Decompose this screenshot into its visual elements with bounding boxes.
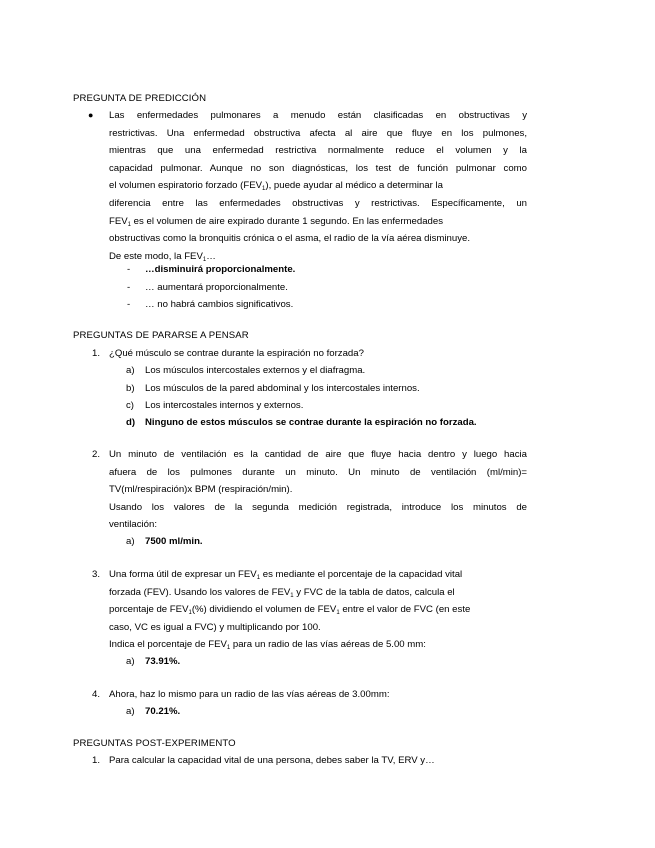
- dash-marker: -: [127, 282, 131, 293]
- intro-line-8: obstructivas como la bronquitis crónica o el asma, el radio de la vía aérea disminuye.: [109, 233, 471, 245]
- post-heading: PREGUNTAS POST-EXPERIMENTO: [73, 738, 236, 749]
- bullet-marker: ●: [88, 110, 94, 120]
- question-2-text: [109, 446, 527, 534]
- question-4-text: Ahora, haz lo mismo para un radio de las vías aéreas de 3.00mm:: [109, 689, 390, 700]
- prediction-option-1: …disminuirá proporcionalmente.: [145, 264, 296, 275]
- q2-line-1: Un minuto de ventilación es la cantidad de aire que fluye hacia dentro y luego hacia: [109, 449, 527, 460]
- q2-line-2: afuera de los pulmones durante un minuto. Un minuto de ventilación (ml/min)=: [109, 466, 527, 478]
- option-label: a): [126, 365, 135, 376]
- question-number: 2.: [92, 449, 101, 460]
- q4-answer: 70.21%.: [145, 706, 181, 717]
- intro-line-5: el volumen espiratorio forzado $(FEV_1)$, puede ayudar al médico a determinar la: [109, 180, 443, 193]
- question-number: 1.: [92, 348, 101, 359]
- q2-line-4: Usando los valores de la segunda medición registrada, introduce los minutos de: [109, 501, 527, 513]
- answer-label: a): [126, 706, 135, 717]
- prediction-option-3: … no habrá cambios significativos.: [145, 299, 294, 310]
- prediction-heading: PREGUNTA DE PREDICCIÓN: [73, 93, 207, 104]
- intro-line-2: restrictivas. Una enfermedad obstructiva afecta al aire que fluye en los pulmones,: [109, 127, 527, 139]
- q1-option-b: Los músculos de la pared abdominal y los intercostales internos.: [145, 383, 420, 394]
- question-number: 1.: [92, 755, 101, 766]
- prediction-option-2: … aumentará proporcionalmente.: [145, 282, 288, 293]
- question-number: 3.: [92, 569, 101, 580]
- q3-line-2: forzada (FEV). Usando los valores de $FEV_1$ y FVC de la tabla de datos, calcula el: [109, 586, 455, 599]
- intro-line-7: $FEV_1$ es el volumen de aire expirado durante 1 segundo. En las enfermedades: [109, 215, 444, 228]
- prediction-intro: [109, 107, 527, 265]
- q2-line-5: ventilación:: [109, 519, 157, 531]
- q3-line-5: Indica el porcentaje de $FEV_1$ para un radio de las vías aéreas de 5.00 mm:: [109, 639, 426, 652]
- q3-line-4: caso, VC es igual a FVC) y multiplicando por 100.: [109, 621, 321, 633]
- intro-line-6: diferencia entre las enfermedades obstructivas y restrictivas. Específicamente, un: [109, 197, 527, 209]
- q2-answer: 7500 ml/min.: [145, 536, 203, 547]
- question-3-text: [109, 566, 527, 654]
- question-1-text: ¿Qué músculo se contrae durante la espiración no forzada?: [109, 348, 364, 359]
- q2-line-3: TV(ml/respiración)x BPM (respiración/min).: [109, 484, 293, 496]
- option-label: d): [126, 417, 136, 428]
- q1-option-a: Los músculos intercostales externos y el diafragma.: [145, 365, 366, 376]
- answer-label: a): [126, 536, 135, 547]
- q3-answer: 73.91%.: [145, 656, 181, 667]
- q1-option-c: Los intercostales internos y externos.: [145, 400, 304, 411]
- intro-line-3: mientras que una enfermedad restrictiva normalmente reduce el volumen y la: [109, 145, 527, 157]
- stop-think-heading: PREGUNTAS DE PARARSE A PENSAR: [73, 330, 249, 341]
- question-number: 4.: [92, 689, 101, 700]
- intro-line-4: capacidad pulmonar. Aunque no son diagnósticas, los test de función pulmonar como: [109, 162, 527, 174]
- option-label: b): [126, 383, 135, 394]
- intro-line-1: Las enfermedades pulmonares a menudo están clasificadas en obstructivas y: [109, 110, 527, 121]
- q3-line-1: Una forma útil de expresar un $FEV_1$ es mediante el porcentaje de la capacidad vital: [109, 569, 463, 581]
- dash-marker: -: [127, 264, 131, 275]
- q1-option-d: Ninguno de estos músculos se contrae durante la espiración no forzada.: [145, 417, 477, 428]
- answer-label: a): [126, 656, 135, 667]
- post-question-1-text: Para calcular la capacidad vital de una persona, debes saber la TV, ERV y…: [109, 755, 435, 766]
- q3-line-3: porcentaje de $FEV_1(\%)$ dividiendo el volumen de $FEV_1$ entre el valor de FVC (en este: [109, 604, 471, 617]
- dash-marker: -: [127, 299, 131, 310]
- option-label: c): [126, 400, 134, 411]
- intro-line-9: De este modo, la $FEV_1\dots$: [109, 250, 216, 263]
